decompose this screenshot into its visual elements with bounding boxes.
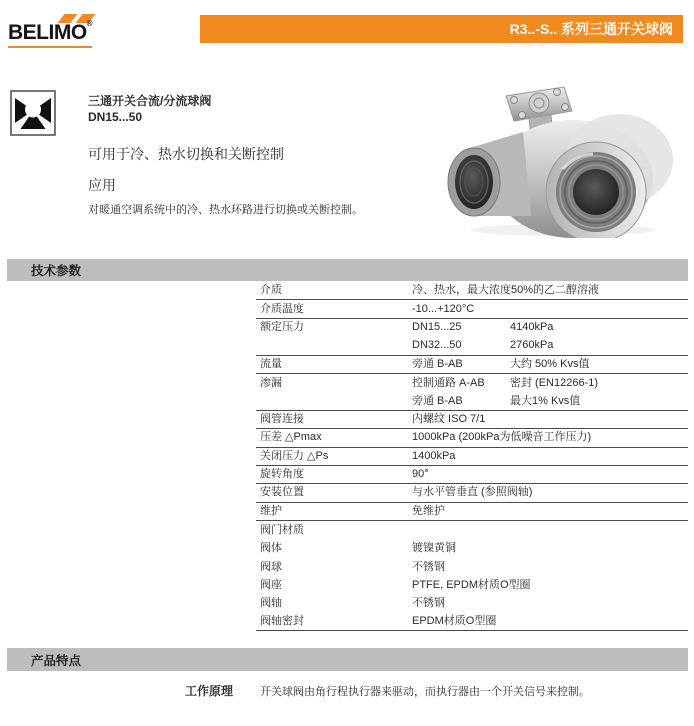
- spec-row: [256, 558, 688, 576]
- working-principle-row: [0, 682, 694, 699]
- spec-value-1: 控制通路 A-AB: [412, 376, 485, 389]
- spec-value-2: 密封 (EN12266-1): [510, 376, 599, 389]
- spec-value-1: EPDM材质O型圈: [412, 615, 497, 628]
- spec-label: 安装位置: [260, 486, 304, 499]
- section-heading-label: 产品特点: [31, 653, 82, 668]
- spec-value-1: 镀镍黄铜: [412, 542, 456, 555]
- spec-label: 关闭压力 △Ps: [260, 449, 329, 462]
- spec-value-1: 内螺纹 ISO 7/1: [412, 412, 486, 425]
- working-principle-label: 工作原理: [184, 684, 233, 698]
- spec-label: 介质: [260, 284, 282, 297]
- spec-row: [256, 484, 688, 502]
- application-heading: 应用: [88, 177, 116, 193]
- spec-value-1: 免维护: [412, 504, 445, 517]
- spec-row: [256, 337, 688, 355]
- section-heading-technical-data: [7, 259, 688, 281]
- spec-value-1: 冷、热水，最大浓度50%的乙二醇溶液: [412, 284, 600, 297]
- spec-row: [256, 392, 688, 410]
- spec-row: [256, 356, 688, 374]
- product-subtitle: 可用于冷、热水切换和关断控制: [88, 146, 284, 162]
- logo-underline: [8, 46, 92, 48]
- spec-row: [256, 576, 688, 594]
- spec-value-1: PTFE, EPDM材质O型圈: [412, 578, 531, 591]
- application-text: 对暖通空调系统中的冷、热水环路进行切换或关断控制。: [88, 204, 363, 216]
- trademark-symbol: ®: [86, 19, 93, 28]
- logo-text: BELIMO®: [8, 19, 93, 44]
- spec-value-2: 最大1% Kvs值: [510, 394, 581, 407]
- spec-value-2: 2760kPa: [510, 339, 554, 352]
- spec-label: 阀门材质: [260, 523, 304, 536]
- spec-row: [256, 300, 688, 318]
- spec-row: [256, 282, 688, 300]
- three-way-valve-icon: [10, 90, 56, 136]
- spec-value-2: 大约 50% Kvs值: [510, 357, 590, 370]
- spec-row: [256, 466, 688, 484]
- spec-row: [256, 374, 688, 392]
- spec-label: 旋转角度: [260, 468, 304, 481]
- product-intro: [88, 93, 433, 218]
- spec-value-1: 旁通 B-AB: [412, 357, 463, 370]
- spec-label: 阀座: [260, 578, 282, 591]
- spec-value-1: 不锈钢: [412, 560, 445, 573]
- section-heading-product-features: [7, 648, 688, 671]
- spec-label: 阀轴密封: [260, 615, 304, 628]
- spec-value-1: -10...+120°C: [412, 302, 475, 315]
- spec-value-1: 旁通 B-AB: [412, 394, 463, 407]
- spec-row: [256, 595, 688, 613]
- belimo-logo: [8, 8, 94, 50]
- tech-specs-table: [256, 282, 688, 631]
- spec-label: 阀球: [260, 560, 282, 573]
- spec-value-1: 与水平管垂直 (参照阀轴): [412, 486, 533, 499]
- spec-label: 阀体: [260, 542, 282, 555]
- banner-title: R3..-S.. 系列三通开关球阀: [509, 21, 673, 37]
- spec-value-1: DN32...50: [412, 339, 462, 352]
- section-heading-label: 技术参数: [31, 264, 82, 278]
- product-size-range: DN15...50: [88, 110, 143, 124]
- spec-row: [256, 521, 688, 539]
- series-banner: [200, 15, 683, 43]
- spec-label: 维护: [260, 504, 282, 517]
- spec-row: [256, 539, 688, 557]
- product-title: 三通开关合流/分流球阀: [88, 94, 212, 108]
- spec-label: 介质温度: [260, 302, 304, 315]
- working-principle-text: 开关球阀由角行程执行器来驱动，而执行器由一个开关信号来控制。: [260, 686, 590, 698]
- spec-value-2: 4140kPa: [510, 321, 554, 334]
- spec-value-1: 不锈钢: [412, 597, 445, 610]
- spec-label: 阀管连接: [260, 412, 304, 425]
- spec-row: [256, 613, 688, 631]
- product-photo: [443, 64, 690, 238]
- spec-row: [256, 503, 688, 521]
- spec-label: 压差 △Pmax: [260, 431, 322, 444]
- spec-row: [256, 429, 688, 447]
- spec-value-1: DN15...25: [412, 321, 462, 334]
- spec-label: 渗漏: [260, 376, 282, 389]
- spec-value-1: 90°: [412, 468, 429, 481]
- spec-row: [256, 448, 688, 466]
- spec-value-1: 1400kPa: [412, 449, 456, 462]
- spec-value-1: 1000kPa (200kPa为低噪音工作压力): [412, 431, 592, 444]
- spec-label: 额定压力: [260, 321, 304, 334]
- spec-label: 阀轴: [260, 597, 282, 610]
- spec-label: 流量: [260, 357, 282, 370]
- spec-row: [256, 319, 688, 337]
- spec-row: [256, 411, 688, 429]
